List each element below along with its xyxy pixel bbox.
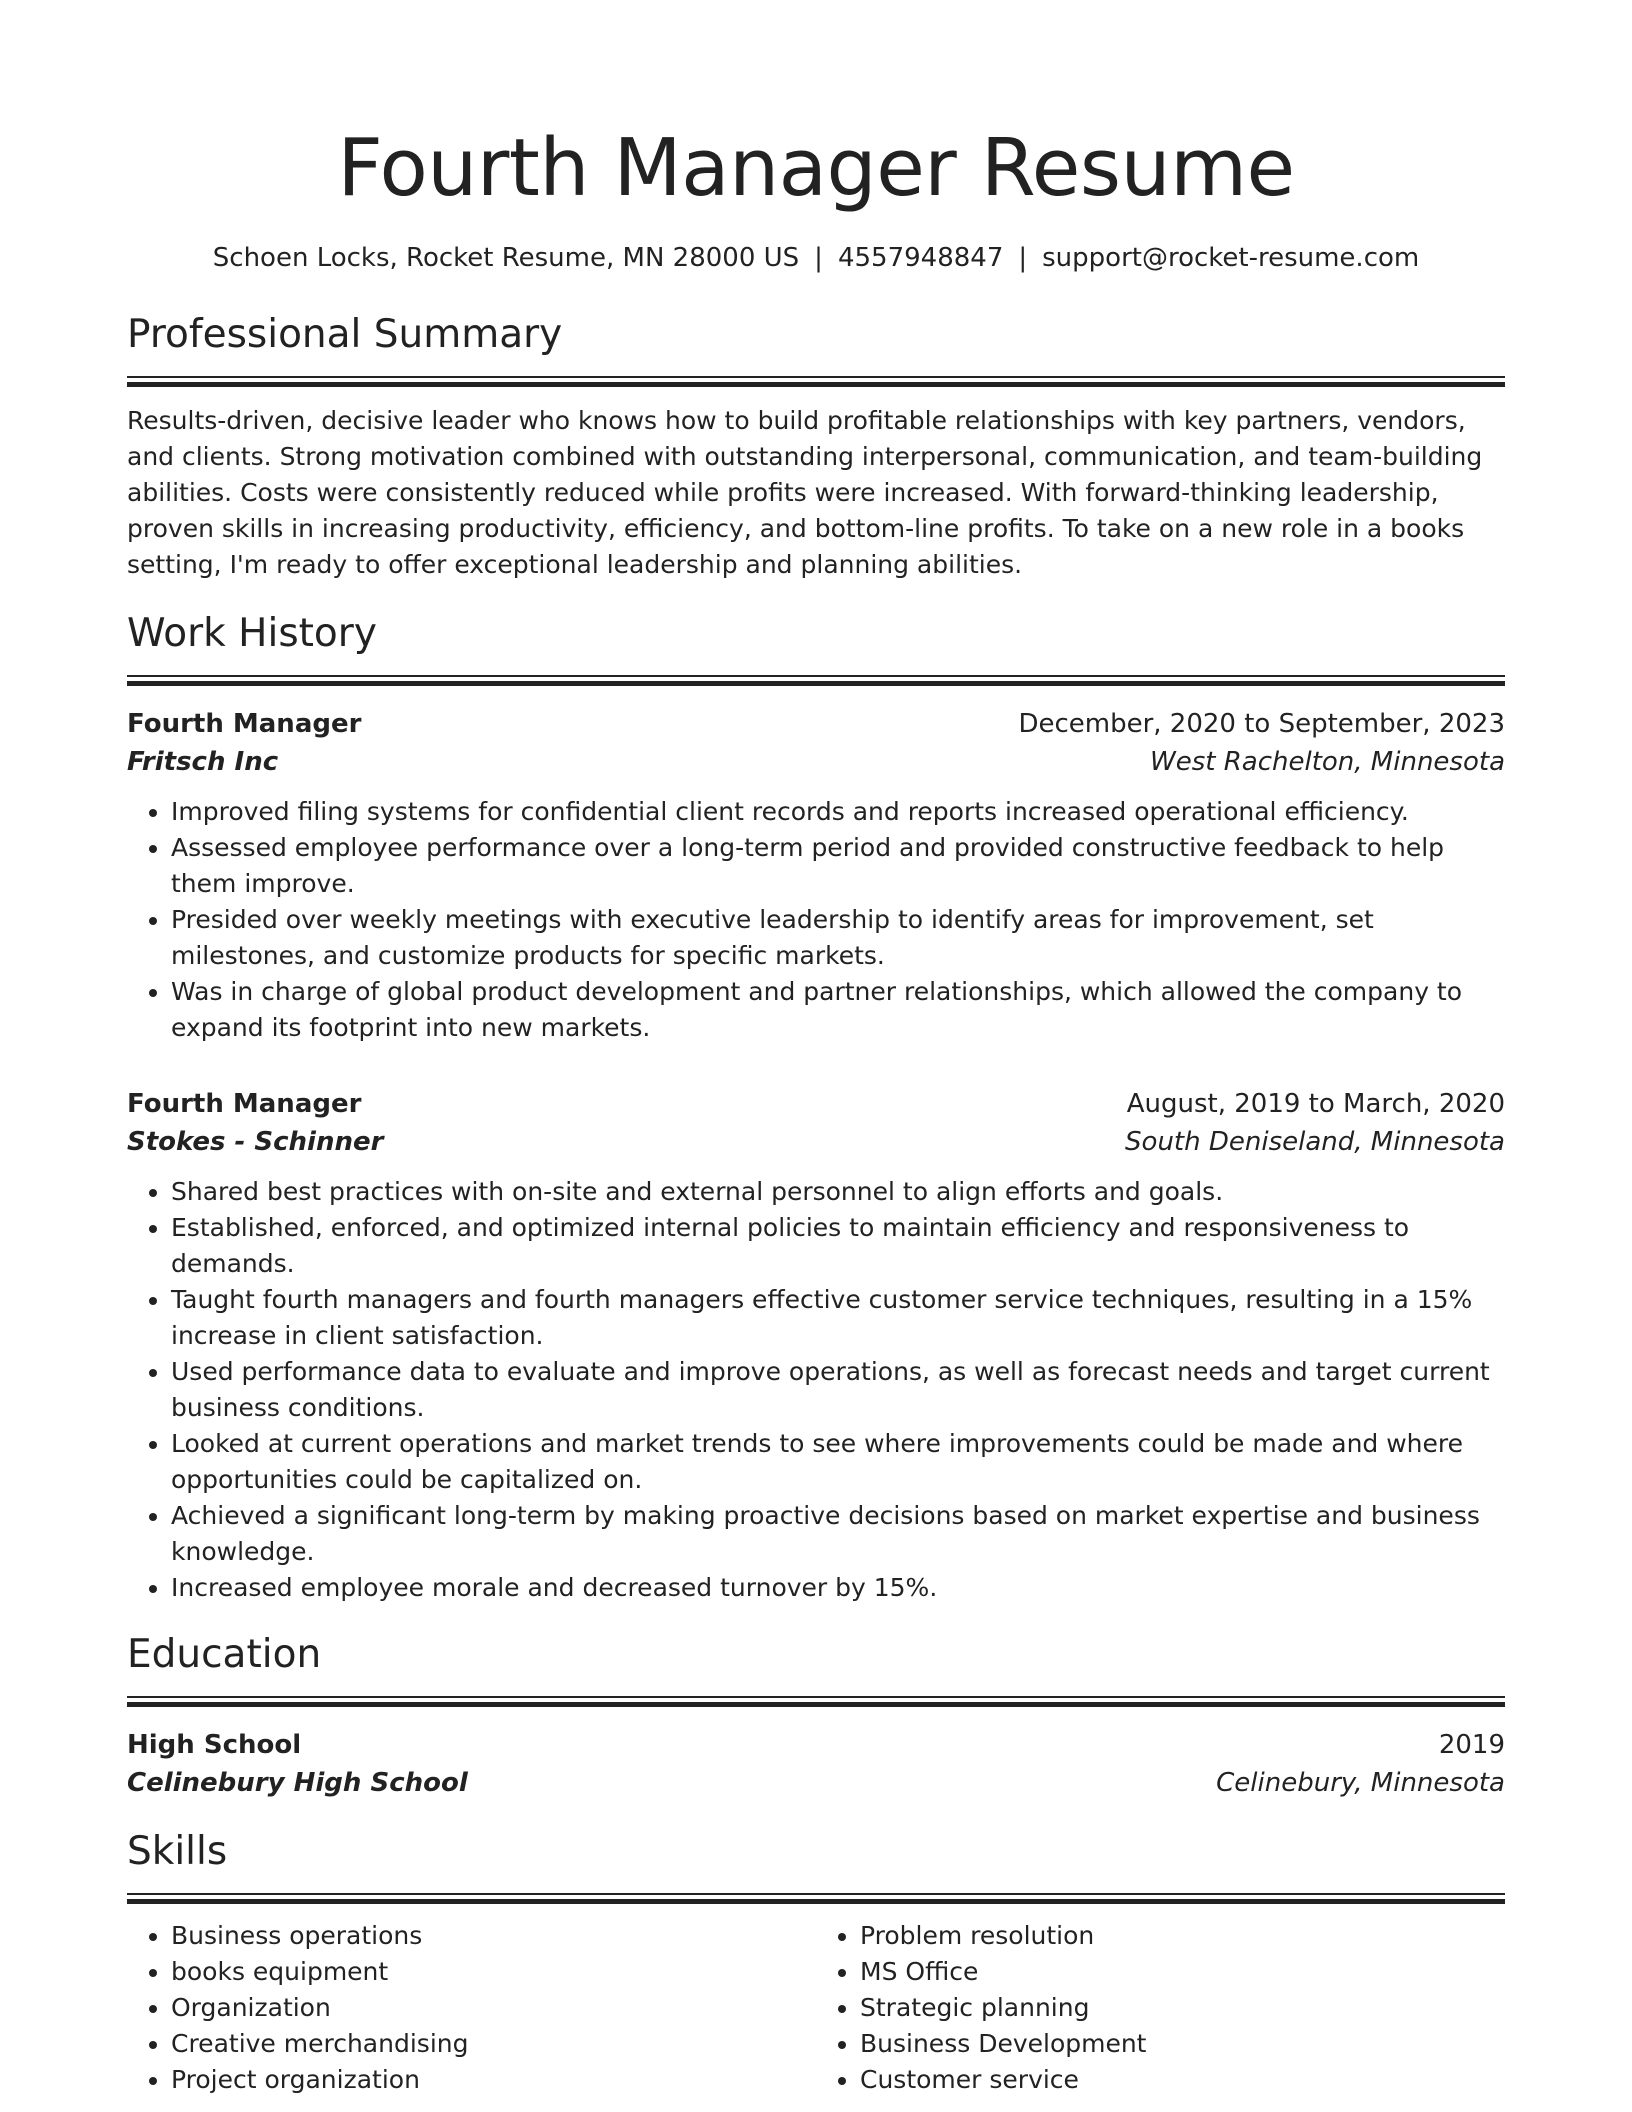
job-bullets: [127, 1174, 1505, 1606]
skill-item: • Customer service: [860, 2062, 1505, 2098]
section-divider: [127, 1893, 1505, 1904]
list-item: • Looked at current operations and market trends to see where improvements could be made and where opportunities could be capitalized on.: [171, 1426, 1505, 1498]
skill-item: • MS Office: [860, 1954, 1505, 1990]
job-entry: [127, 1086, 1505, 1606]
resume-title: Fourth Manager Resume: [337, 122, 1295, 214]
job-role: Fourth Manager: [127, 1089, 362, 1119]
contact-separator: |: [1018, 243, 1028, 273]
skill-item: • Project organization: [171, 2062, 816, 2098]
skill-item: • Problem resolution: [860, 1918, 1505, 1954]
education-degree: High School: [127, 1730, 302, 1760]
education-year: 2019: [1438, 1730, 1505, 1760]
list-item: • Taught fourth managers and fourth managers effective customer service techniques, resulting in a 15% increase in client satisfaction.: [171, 1282, 1505, 1354]
skill-item: • Business operations: [171, 1918, 816, 1954]
list-item: • Assessed employee performance over a long-term period and provided constructive feedback to help them improve.: [171, 830, 1505, 902]
job-company: Stokes - Schinner: [127, 1127, 384, 1157]
contact-line: [127, 242, 1505, 274]
job-location: West Rachelton, Minnesota: [1150, 747, 1505, 777]
contact-separator: |: [814, 243, 823, 273]
skill-item: • Creative merchandising: [171, 2026, 816, 2062]
list-item: • Was in charge of global product development and partner relationships, which allowed the company to expand its footprint into new markets.: [171, 974, 1505, 1046]
list-item: • Used performance data to evaluate and improve operations, as well as forecast needs and target current business conditions.: [171, 1354, 1505, 1426]
skills-column-right: [816, 1918, 1505, 2098]
section-title-work: Work History: [127, 611, 377, 656]
job-dates: December, 2020 to September, 2023: [1018, 709, 1505, 739]
job-dates: August, 2019 to March, 2020: [1126, 1089, 1505, 1119]
summary-text: Results-driven, decisive leader who knows how to build profitable relationships with key partners, vendors, and clients. Strong motivation combined with outstanding interpersonal, communication, and team-building abilities. Costs were consistently reduced while profits were increased. With forward-thinking leadership, proven skills in increasing productivity, efficiency, and bottom-line profits. To take on a new role in a books setting, I'm ready to offer exceptional leadership and planning abilities.: [127, 406, 1483, 579]
list-item: • Improved filing systems for confidential client records and reports increased operational efficiency.: [171, 794, 1505, 830]
contact-phone: 4557948847: [837, 243, 1004, 273]
section-divider: [127, 1696, 1505, 1707]
list-item: • Achieved a significant long-term by making proactive decisions based on market expertise and business knowledge.: [171, 1498, 1505, 1570]
job-bullets: [127, 794, 1505, 1046]
section-title-summary: Professional Summary: [127, 312, 563, 357]
skill-item: • Organization: [171, 1990, 816, 2026]
section-title-education: Education: [127, 1632, 322, 1677]
list-item: • Presided over weekly meetings with executive leadership to identify areas for improvement, set milestones, and customize products for specific markets.: [171, 902, 1505, 974]
contact-email: support@rocket-resume.com: [1042, 243, 1420, 273]
education-entry: [127, 1727, 1505, 1803]
skills-column-left: [127, 1918, 816, 2098]
section-divider: [127, 675, 1505, 686]
list-item: • Increased employee morale and decreased turnover by 15%.: [171, 1570, 1505, 1606]
job-location: South Deniseland, Minnesota: [1125, 1127, 1505, 1157]
job-role: Fourth Manager: [127, 709, 362, 739]
skill-item: • Business Development: [860, 2026, 1505, 2062]
list-item: • Shared best practices with on-site and external personnel to align efforts and goals.: [171, 1174, 1505, 1210]
skills-list: [127, 1918, 1505, 2098]
job-company: Fritsch Inc: [127, 747, 279, 777]
section-divider: [127, 376, 1505, 387]
education-school: Celinebury High School: [127, 1768, 468, 1798]
education-location: Celinebury, Minnesota: [1216, 1768, 1505, 1798]
job-entry: [127, 706, 1505, 1046]
list-item: • Established, enforced, and optimized internal policies to maintain efficiency and responsiveness to demands.: [171, 1210, 1505, 1282]
contact-address: Schoen Locks, Rocket Resume, MN 28000 US: [212, 243, 800, 273]
section-title-skills: Skills: [127, 1829, 228, 1874]
skill-item: • books equipment: [171, 1954, 816, 1990]
skill-item: • Strategic planning: [860, 1990, 1505, 2026]
